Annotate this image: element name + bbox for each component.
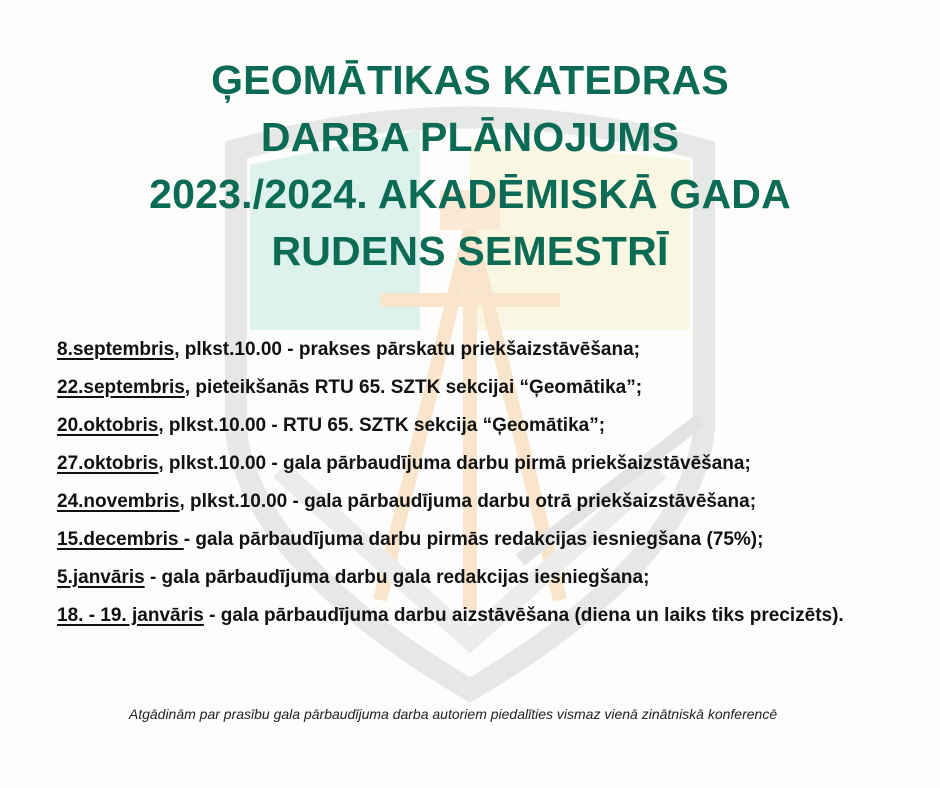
schedule-date: 8.septembris — [57, 339, 175, 360]
schedule-text: , pieteikšanās RTU 65. SZTK sekcijai “Ģeomātika”; — [184, 377, 643, 398]
schedule-item — [57, 521, 897, 559]
schedule-text: , plkst.10.00 - prakses pārskatu priekšaizstāvēšana; — [174, 339, 640, 360]
schedule-text: - gala pārbaudījuma darbu aizstāvēšana (diena un laiks tiks precizēts). — [203, 605, 844, 626]
schedule-text: - gala pārbaudījuma darbu gala redakcijas iesniegšana; — [144, 567, 650, 588]
schedule-item — [57, 445, 897, 483]
schedule-item — [57, 597, 847, 635]
schedule-item — [57, 331, 897, 369]
schedule-item — [57, 559, 897, 597]
schedule-date: 18. - 19. janvāris — [57, 605, 204, 626]
schedule-text: - gala pārbaudījuma darbu pirmās redakcijas iesniegšana (75%); — [183, 529, 764, 550]
schedule-item — [57, 483, 897, 521]
title-line-3: 2023./2024. AKADĒMISKĀ GADA — [149, 171, 791, 217]
schedule-text: , plkst.10.00 - gala pārbaudījuma darbu otrā priekšaizstāvēšana; — [179, 491, 757, 512]
schedule-item — [57, 407, 897, 445]
schedule-date: 24.novembris — [57, 491, 180, 512]
title-line-2: DARBA PLĀNOJUMS — [260, 114, 680, 160]
schedule-text: , plkst.10.00 - RTU 65. SZTK sekcija “Ģeomātika”; — [158, 415, 606, 436]
schedule-date: 27.oktobris — [57, 453, 159, 474]
schedule-date: 20.oktobris — [57, 415, 159, 436]
schedule-date: 22.septembris — [57, 377, 185, 398]
schedule-text: , plkst.10.00 - gala pārbaudījuma darbu pirmā priekšaizstāvēšana; — [158, 453, 751, 474]
page-title — [0, 52, 940, 280]
schedule-date: 15.decembris — [57, 529, 184, 550]
title-line-4: RUDENS SEMESTRĪ — [271, 228, 669, 274]
title-line-1: ĢEOMĀTIKAS KATEDRAS — [211, 57, 729, 103]
schedule-item — [57, 369, 897, 407]
schedule-date: 5.janvāris — [57, 567, 145, 588]
schedule-list — [57, 331, 897, 635]
conference-reminder-note: Atgādinām par prasību gala pārbaudījuma darba autoriem piedalīties vismaz vienā zinātniskā konferencē — [128, 706, 778, 722]
